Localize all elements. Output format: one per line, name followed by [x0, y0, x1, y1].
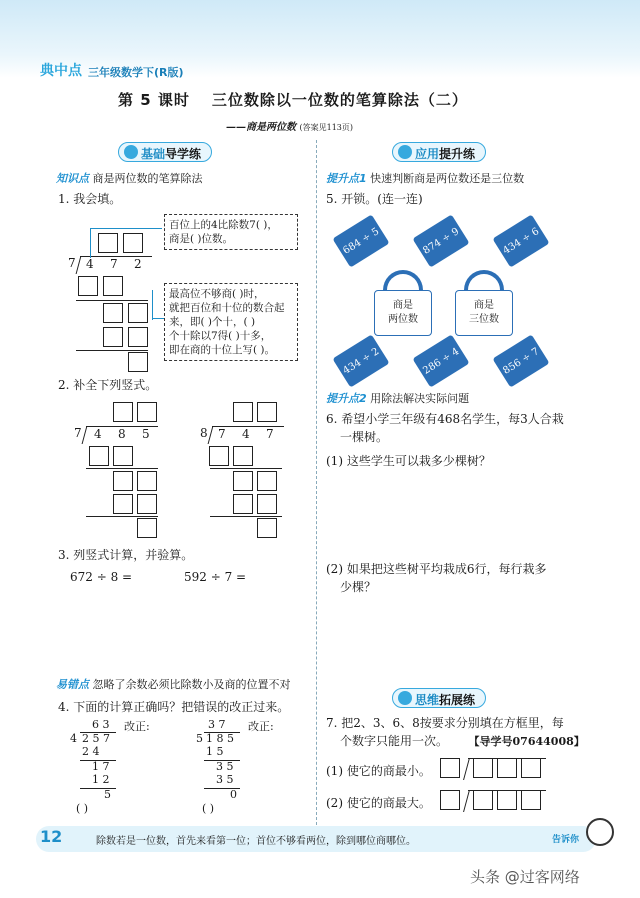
q7-label [326, 714, 601, 751]
page-number: 12 [40, 827, 63, 846]
division-bracket [463, 790, 470, 812]
point-text: 快速判断商是两位数还是三位数 [370, 172, 525, 185]
answer-box[interactable] [78, 276, 98, 296]
digit-box[interactable] [497, 790, 517, 810]
judgement-paren[interactable]: ( ) [76, 802, 89, 815]
section-post: 提升练 [439, 147, 476, 161]
answer-box[interactable] [123, 233, 143, 253]
dividend-digit: 4 [94, 427, 102, 441]
lock-three-digit[interactable] [455, 290, 513, 336]
key-434-2[interactable]: 434 ÷ 2 [332, 334, 389, 387]
brand-logo: 典中点 [40, 63, 82, 79]
subtraction-line [86, 468, 158, 469]
section-applied [392, 142, 486, 162]
section-thinking [392, 688, 486, 708]
connector-line [90, 228, 162, 229]
key-684-5[interactable]: 684 ÷ 5 [332, 214, 389, 267]
work-row: 5 [104, 788, 111, 801]
callout-line: 就把百位和十位的数合起 [169, 302, 285, 314]
lock-label: 商是 [393, 300, 413, 311]
answer-box[interactable] [137, 494, 157, 514]
q6-sub2-line: (2) 如果把这些树平均栽成6行，每行栽多 [326, 562, 547, 576]
q6-label [326, 410, 596, 446]
dividend-digit: 7 [110, 257, 118, 271]
lock-label: 三位数 [469, 314, 499, 325]
answer-box[interactable] [137, 471, 157, 491]
answer-box[interactable] [233, 402, 253, 422]
lesson-number: 第 5 课时 [118, 91, 190, 109]
answer-box[interactable] [113, 402, 133, 422]
q6-sub2 [326, 560, 596, 596]
q3-label: 3. 列竖式计算，并验算。 [58, 548, 194, 562]
fix-label: 改正: [248, 720, 274, 733]
work-row: 3 5 [216, 760, 234, 773]
division-bracket [208, 426, 214, 444]
callout-line: 商是( )位数。 [169, 233, 234, 245]
q4-label: 4. 下面的计算正确吗？把错误的改正过来。 [58, 700, 290, 714]
q6-line: 6. 希望小学三年级有468名学生，每3人合栽 [326, 412, 564, 426]
q5-label: 5. 开锁。(连一连) [326, 192, 423, 206]
fix-label: 改正: [124, 720, 150, 733]
subtraction-line [76, 300, 148, 301]
q7-line: 个数字只能用一次。 [340, 734, 449, 748]
q6-sub2-line: 少棵？ [340, 580, 377, 594]
quotient: 3 7 [208, 718, 226, 731]
digit-box[interactable] [473, 790, 493, 810]
answer-box[interactable] [257, 518, 277, 538]
q7-line: 7. 把2、3、6、8按要求分别填在方框里，每 [326, 716, 564, 730]
error-text: 忽略了余数必须比除数小及商的位置不对 [92, 678, 291, 691]
q3-problem-b: 592 ÷ 7 = [184, 570, 247, 584]
answer-box[interactable] [103, 327, 123, 347]
answer-box[interactable] [98, 233, 118, 253]
lesson-name: 三位数除以一位数的笔算除法（二） [211, 91, 468, 109]
connector-line [152, 318, 164, 319]
q1-label: 1. 我会填。 [58, 192, 122, 206]
answer-box[interactable] [233, 494, 253, 514]
point-text: 用除法解决实际问题 [370, 392, 470, 405]
error-point [56, 676, 291, 692]
hint-callout-1 [164, 214, 298, 250]
improve-point-2 [326, 390, 469, 406]
improve-point-1 [326, 170, 524, 186]
work-row: 0 [230, 788, 237, 801]
digit-box[interactable] [521, 758, 541, 778]
answer-box[interactable] [128, 303, 148, 323]
division-bracket [76, 256, 82, 274]
point-tag: 提升点2 [326, 392, 367, 405]
section-icon [398, 145, 412, 159]
subtraction-line [76, 350, 148, 351]
q2-label: 2. 补全下列竖式。 [58, 378, 158, 392]
key-434-6[interactable]: 434 ÷ 6 [492, 214, 549, 267]
section-pre: 应用 [415, 147, 440, 161]
connector-line [152, 290, 153, 320]
dividend: 1 8 5 [206, 732, 234, 745]
digit-box[interactable] [440, 758, 460, 778]
dividend-digit: 7 [218, 427, 226, 441]
answer-box[interactable] [257, 494, 277, 514]
division-bracket [463, 758, 470, 780]
callout-line: 即在商的十位上写( )。 [169, 344, 276, 356]
work-row: 1 5 [206, 745, 224, 758]
callout-line: 个十除以7得( )十多， [169, 330, 272, 342]
knowledge-text: 商是两位数的笔算除法 [92, 172, 203, 185]
divisor: 5 [196, 732, 203, 745]
column-divider [316, 140, 317, 830]
q6-sub1: (1) 这些学生可以栽多少棵树？ [326, 454, 491, 468]
division-bracket [82, 426, 88, 444]
q7-line-2 [326, 732, 601, 751]
answer-box[interactable] [257, 402, 277, 422]
q7-sub1: (1) 使它的商最小。 [326, 764, 431, 778]
error-tag: 易错点 [56, 678, 89, 691]
subtitle-text: ——商是两位数 [226, 122, 296, 133]
work-row: 1 7 [92, 760, 110, 773]
answer-note: (答案见113页) [299, 123, 353, 132]
knowledge-tag: 知识点 [56, 172, 89, 185]
digit-box[interactable] [497, 758, 517, 778]
answer-box[interactable] [257, 471, 277, 491]
answer-box[interactable] [89, 446, 109, 466]
section-icon [398, 691, 412, 705]
answer-box[interactable] [233, 471, 253, 491]
divisor: 7 [68, 256, 76, 270]
dividend-digit: 8 [118, 427, 126, 441]
callout-line: 来，即( )个十，( ) [169, 316, 256, 328]
subtraction-line [86, 516, 158, 517]
key-874-9[interactable]: 874 ÷ 9 [412, 214, 469, 267]
connector-line [90, 228, 91, 258]
q7-sub2: (2) 使它的商最大。 [326, 796, 431, 810]
answer-box[interactable] [113, 446, 133, 466]
q6-line: 一棵树。 [340, 430, 389, 444]
divisor: 7 [74, 426, 82, 440]
hint-callout-2 [164, 283, 298, 361]
knowledge-point [56, 170, 203, 186]
section-basic [118, 142, 212, 162]
work-row: 2 4 [82, 745, 100, 758]
dividend-digit: 4 [86, 257, 94, 271]
section-pre: 思维 [415, 693, 440, 707]
watermark: 头条 @过客网络 [470, 868, 580, 886]
quotient: 6 3 [92, 718, 110, 731]
lock-label: 商是 [474, 300, 494, 311]
point-tag: 提升点1 [326, 172, 367, 185]
answer-box[interactable] [103, 276, 123, 296]
dividend: 2 5 7 [82, 732, 110, 745]
lock-two-digit[interactable] [374, 290, 432, 336]
callout-line: 最高位不够商( )时， [169, 288, 265, 300]
dividend-digit: 4 [242, 427, 250, 441]
q3-problem-a: 672 ÷ 8 = [70, 570, 133, 584]
answer-box[interactable] [128, 327, 148, 347]
lesson-title [118, 89, 468, 110]
guide-number: 【导学号07644008】 [474, 735, 585, 748]
digit-box[interactable] [521, 790, 541, 810]
answer-box[interactable] [137, 402, 157, 422]
tip-bubble: 告诉你 [552, 835, 580, 845]
divisor: 8 [200, 426, 208, 440]
work-row: 3 5 [216, 773, 234, 786]
answer-box[interactable] [103, 303, 123, 323]
answer-box[interactable] [113, 471, 133, 491]
subtraction-line [210, 468, 282, 469]
answer-box[interactable] [233, 446, 253, 466]
section-icon [124, 145, 138, 159]
key-286-4[interactable]: 286 ÷ 4 [412, 334, 469, 387]
work-row: 1 2 [92, 773, 110, 786]
section-pre: 基础 [141, 147, 166, 161]
callout-line: 百位上的4比除数7( )， [169, 219, 278, 231]
lesson-subtitle [226, 118, 353, 133]
dividend-digit: 5 [142, 427, 150, 441]
key-856-7[interactable]: 856 ÷ 7 [492, 334, 549, 387]
digit-box[interactable] [440, 790, 460, 810]
subtraction-line [210, 516, 282, 517]
answer-box[interactable] [128, 352, 148, 372]
grade-label: 三年级数学下(R版) [88, 66, 184, 79]
section-post: 导学练 [165, 147, 202, 161]
lock-label: 两位数 [388, 314, 418, 325]
panda-mascot-icon [586, 818, 614, 846]
divisor: 4 [70, 732, 77, 745]
footer-tip: 除数若是一位数，首先来看第一位；首位不够看两位，除到哪位商哪位。 [96, 836, 416, 847]
section-post: 拓展练 [439, 693, 476, 707]
dividend-digit: 2 [134, 257, 142, 271]
dividend-digit: 7 [266, 427, 274, 441]
answer-box[interactable] [113, 494, 133, 514]
digit-box[interactable] [473, 758, 493, 778]
answer-box[interactable] [209, 446, 229, 466]
answer-box[interactable] [137, 518, 157, 538]
judgement-paren[interactable]: ( ) [202, 802, 215, 815]
